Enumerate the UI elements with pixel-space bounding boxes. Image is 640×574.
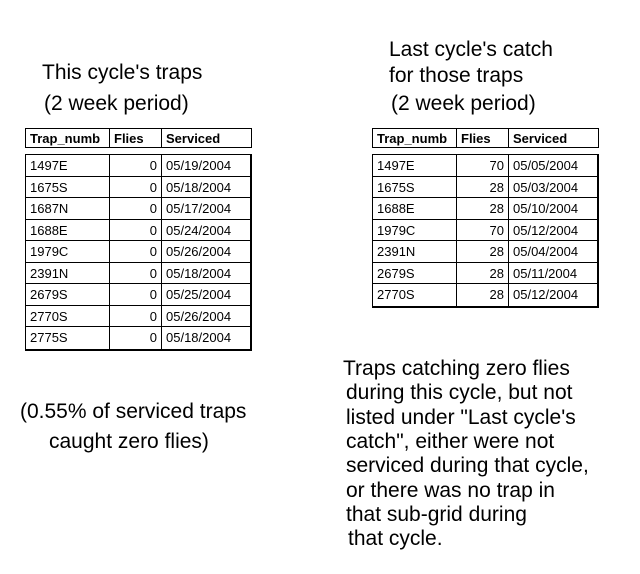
serviced-cell: 05/18/2004 <box>166 330 232 345</box>
table-row <box>373 284 597 306</box>
col-header-serviced: Serviced <box>166 131 221 146</box>
serviced-cell: 05/11/2004 <box>513 265 578 281</box>
right-note-line: that cycle. <box>348 527 443 551</box>
serviced-cell: 05/26/2004 <box>166 244 232 259</box>
flies-cell: 28 <box>457 263 509 284</box>
right-title-line2: for those traps <box>389 64 524 87</box>
flies-cell: 70 <box>457 155 509 176</box>
flies-cell: 70 <box>457 220 509 241</box>
trap-cell: 1688E <box>373 198 457 219</box>
right-note-line: Traps catching zero flies <box>343 357 570 380</box>
trap-cell: 2770S <box>373 284 457 306</box>
trap-cell: 1675S <box>373 177 457 198</box>
left-table-body <box>25 154 252 351</box>
table-row <box>26 327 250 349</box>
right-note-line: listed under "Last cycle's <box>346 405 576 429</box>
left-note-line2: caught zero flies) <box>49 430 209 453</box>
flies-cell: 0 <box>110 241 162 262</box>
trap-cell: 1687N <box>26 198 110 219</box>
trap-cell: 1688E <box>26 220 110 241</box>
table-row <box>26 284 250 306</box>
table-row <box>26 220 250 242</box>
table-row <box>26 306 250 328</box>
trap-cell: 1675S <box>26 177 110 198</box>
table-row <box>26 177 250 199</box>
trap-cell: 2775S <box>26 327 110 349</box>
trap-cell: 2679S <box>373 263 457 284</box>
table-row <box>26 241 250 263</box>
serviced-cell: 05/26/2004 <box>166 308 232 324</box>
serviced-cell: 05/25/2004 <box>166 287 232 302</box>
trap-cell: 2770S <box>26 306 110 327</box>
serviced-cell: 05/19/2004 <box>166 158 232 173</box>
col-header-trap: Trap_numb <box>26 129 110 147</box>
trap-cell: 1979C <box>373 220 457 241</box>
serviced-cell: 05/12/2004 <box>513 287 579 302</box>
trap-cell: 2679S <box>26 284 110 305</box>
flies-cell: 0 <box>110 177 162 198</box>
flies-cell: 0 <box>110 306 162 327</box>
left-note-line1: (0.55% of serviced traps <box>20 400 247 423</box>
right-note-line: or there was no trap in <box>346 478 555 502</box>
serviced-cell: 05/18/2004 <box>166 179 232 195</box>
table-row <box>373 155 597 177</box>
flies-cell: 0 <box>110 198 162 219</box>
right-table <box>372 128 599 308</box>
flies-cell: 28 <box>457 177 509 198</box>
flies-cell: 0 <box>110 327 162 349</box>
serviced-cell: 05/17/2004 <box>166 201 232 216</box>
col-header-trap: Trap_numb <box>373 129 457 147</box>
right-title-line3: (2 week period) <box>391 92 536 115</box>
serviced-cell: 05/18/2004 <box>166 265 232 281</box>
serviced-cell: 05/24/2004 <box>166 222 232 238</box>
flies-cell: 0 <box>110 284 162 305</box>
right-table-body <box>372 154 599 308</box>
trap-cell: 1497E <box>373 155 457 176</box>
flies-cell: 28 <box>457 241 509 262</box>
left-table-header <box>25 128 252 148</box>
serviced-cell: 05/10/2004 <box>513 201 579 216</box>
serviced-cell: 05/12/2004 <box>513 222 579 238</box>
table-row <box>373 220 597 242</box>
table-row <box>26 155 250 177</box>
left-title-line2: (2 week period) <box>44 92 189 115</box>
table-row <box>373 263 597 285</box>
right-note-line: during this cycle, but not <box>346 381 573 405</box>
col-header-serviced: Serviced <box>513 131 568 146</box>
right-note-line: catch", either were not <box>346 429 555 453</box>
left-table <box>25 128 252 351</box>
serviced-cell: 05/05/2004 <box>513 158 579 173</box>
right-note-line: that sub-grid during <box>346 502 527 526</box>
trap-cell: 1979C <box>26 241 110 262</box>
trap-cell: 2391N <box>26 263 110 284</box>
trap-cell: 2391N <box>373 241 457 262</box>
flies-cell: 0 <box>110 220 162 241</box>
serviced-cell: 05/03/2004 <box>513 179 579 195</box>
right-note-line: serviced during that cycle, <box>346 454 589 478</box>
right-title-line1: Last cycle's catch <box>389 38 553 61</box>
flies-cell: 0 <box>110 263 162 284</box>
col-header-flies: Flies <box>457 129 509 147</box>
table-row <box>373 177 597 199</box>
table-row <box>373 198 597 220</box>
trap-cell: 1497E <box>26 155 110 176</box>
flies-cell: 28 <box>457 284 509 306</box>
flies-cell: 28 <box>457 198 509 219</box>
table-row <box>373 241 597 263</box>
table-row <box>26 198 250 220</box>
table-row <box>26 263 250 285</box>
right-table-header <box>372 128 599 148</box>
left-title-line1: This cycle's traps <box>42 61 203 84</box>
flies-cell: 0 <box>110 155 162 176</box>
col-header-flies: Flies <box>110 129 162 147</box>
serviced-cell: 05/04/2004 <box>513 244 579 259</box>
